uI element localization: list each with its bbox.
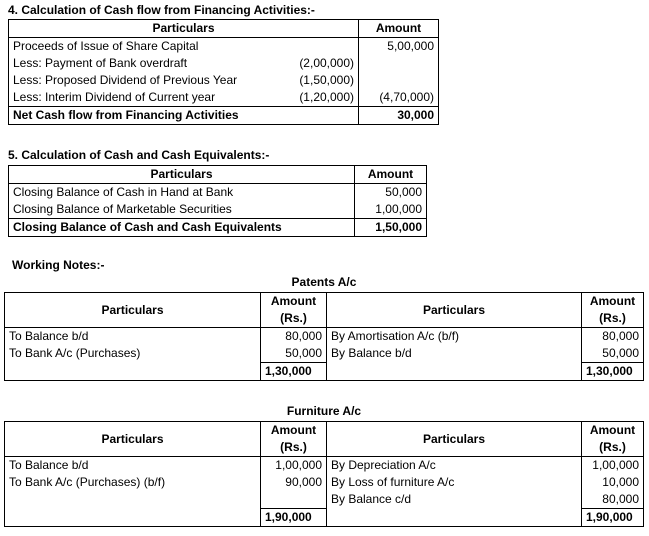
table-row: [9, 89, 439, 107]
row-label: Closing Balance of Cash in Hand at Bank: [9, 184, 355, 202]
patents-account-table: [4, 292, 644, 381]
row-amount: 5,00,000: [359, 38, 439, 56]
cr-amount: 80,000: [582, 328, 644, 346]
row-sub-amount: (2,00,000): [299, 56, 355, 70]
row-label: Closing Balance of Marketable Securities: [9, 201, 355, 219]
table-row: [9, 55, 439, 72]
cr-label: By Balance c/d: [331, 492, 412, 507]
total-row: [9, 107, 439, 125]
row-label: Less: Interim Dividend of Current year: [9, 89, 273, 107]
dr-amount: 80,000: [261, 328, 327, 346]
dr-amount: 50,000: [261, 345, 327, 363]
section-5-heading: 5. Calculation of Cash and Cash Equivalents:-: [8, 148, 270, 162]
row-amount: 50,000: [355, 184, 427, 202]
dr-particulars-header: Particulars: [5, 422, 261, 457]
total-row: [5, 363, 644, 381]
dr-total: 1,30,000: [261, 363, 327, 381]
cr-amount-unit: (Rs.): [582, 439, 644, 457]
table-row: [9, 201, 427, 219]
cr-amount-unit: (Rs.): [582, 310, 644, 328]
row-amount: (4,70,000): [359, 89, 439, 107]
cr-particulars-header: Particulars: [327, 293, 582, 328]
cr-label: By Depreciation A/c: [331, 458, 436, 472]
financing-activities-table: [8, 19, 439, 125]
cr-label: By Loss of furniture A/c: [331, 475, 455, 489]
row-sub-amount: (1,50,000): [299, 73, 355, 87]
table-row: [5, 345, 644, 363]
table-row: [9, 184, 427, 202]
table-row: [5, 328, 644, 346]
row-amount: [359, 55, 439, 72]
col-particulars-header: Particulars: [9, 20, 359, 38]
total-row: [9, 219, 427, 237]
total-label: Closing Balance of Cash and Cash Equivalents: [9, 219, 355, 237]
cash-equivalents-table: [8, 165, 427, 237]
cr-amount: 1,00,000: [582, 457, 644, 475]
table-row: [5, 457, 644, 475]
table-row: [5, 474, 644, 491]
row-label: Proceeds of Issue of Share Capital: [9, 38, 273, 56]
col-amount-header: Amount: [359, 20, 439, 38]
dr-amount-header: Amount: [261, 293, 327, 311]
furniture-account-table: [4, 421, 644, 527]
dr-amount-unit: (Rs.): [261, 439, 327, 457]
cr-amount-header: Amount: [582, 422, 644, 440]
cr-amount-header: Amount: [582, 293, 644, 311]
row-amount: 1,00,000: [355, 201, 427, 219]
col-amount-header: Amount: [355, 166, 427, 184]
patents-account-title: Patents A/c: [291, 275, 357, 289]
total-amount: 1,50,000: [355, 219, 427, 237]
dr-particulars-header: Particulars: [5, 293, 261, 328]
row-label: Less: Payment of Bank overdraft: [9, 55, 273, 72]
cr-total: 1,90,000: [582, 509, 644, 527]
row-amount: [359, 72, 439, 89]
dr-label: To Bank A/c (Purchases) (b/f): [5, 474, 261, 491]
dr-label: To Balance b/d: [5, 457, 261, 475]
furniture-account-title: Furniture A/c: [286, 404, 362, 418]
cr-label: By Balance b/d: [331, 346, 412, 361]
table-row: [9, 38, 439, 56]
dr-amount-unit: (Rs.): [261, 310, 327, 328]
cr-total: 1,30,000: [582, 363, 644, 381]
row-sub-amount: [273, 38, 359, 56]
total-amount: 30,000: [359, 107, 439, 125]
total-label: Net Cash flow from Financing Activities: [9, 107, 359, 125]
col-particulars-header: Particulars: [9, 166, 355, 184]
row-label: Less: Proposed Dividend of Previous Year: [9, 72, 273, 89]
cr-amount: 80,000: [582, 491, 644, 509]
dr-label: To Bank A/c (Purchases): [5, 345, 261, 363]
dr-amount: [261, 491, 327, 509]
row-sub-amount: (1,20,000): [299, 90, 355, 104]
working-notes-heading: Working Notes:-: [12, 258, 105, 272]
dr-total: 1,90,000: [261, 509, 327, 527]
total-row: [5, 509, 644, 527]
cr-label: By Amortisation A/c (b/f): [331, 329, 460, 343]
table-row: [9, 72, 439, 89]
section-4-heading: 4. Calculation of Cash flow from Financing Activities:-: [8, 3, 315, 17]
cr-particulars-header: Particulars: [327, 422, 582, 457]
dr-label: [5, 491, 261, 509]
dr-amount: 1,00,000: [261, 457, 327, 475]
cr-amount: 10,000: [582, 474, 644, 491]
dr-label: To Balance b/d: [5, 328, 261, 346]
table-row: [5, 491, 644, 509]
dr-amount-header: Amount: [261, 422, 327, 440]
dr-amount: 90,000: [261, 474, 327, 491]
cr-amount: 50,000: [582, 345, 644, 363]
